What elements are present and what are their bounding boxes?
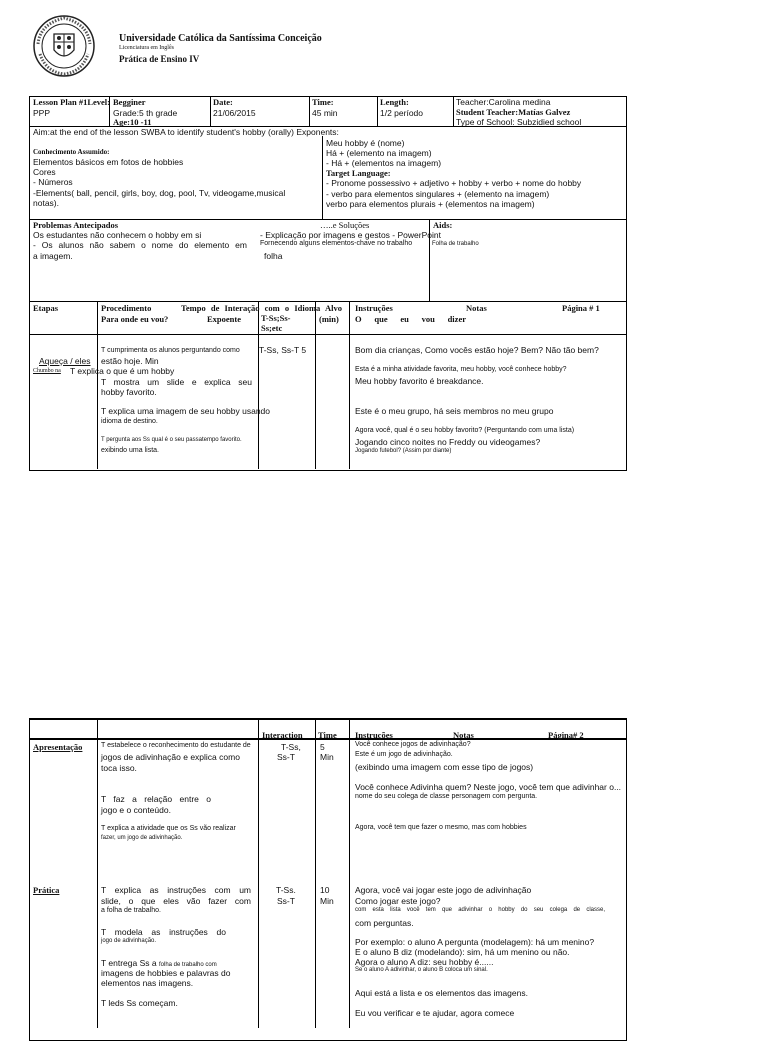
apres-proc-0: T estabelece o reconhecimento do estudante de [101,742,251,749]
proc-4: hobby favorito. [101,387,157,397]
age-value: Age:10 -11 [113,117,152,127]
col-pagina-2: Página# 2 [548,730,584,740]
target-language-label: Target Language: [326,168,391,178]
instr-2: Meu hobby favorito é breakdance. [355,376,484,386]
apres-instr-1: Este é um jogo de adivinhação. [355,751,453,758]
aids-value: Folha de trabalho [432,241,479,247]
prat-instr-0: Agora, você vai jogar este jogo de adivinhação [355,885,532,895]
prat-time-1: Min [320,896,334,906]
apres-proc-5: T explica a atividade que os Ss vão realizar [101,825,236,832]
aids-label: Aids: [433,220,453,230]
target-1: - verbo para elementos singulares + (elemento na imagem) [326,189,550,199]
solucao-2: folha [264,251,283,261]
prat-proc-5: T entrega Ss a folha de trabalho com [101,958,217,968]
university-name: Universidade Católica da Santíssima Conceição [119,33,322,44]
col-pagina: Página # 1 [562,303,600,313]
prat-instr-5: E o aluno B diz (modelando): sim, há um menino ou não. [355,947,570,957]
proc-0: T cumprimenta os alunos perguntando como [101,347,240,354]
prat-instr-8: Aqui está a lista e os elementos das imagens. [355,988,528,998]
conhecimento-4: notas). [33,198,59,208]
conhecimento-1: Cores [33,167,56,177]
prat-instr-2: com esta lista você tem que adivinhar o hobby do seu colega de classe, [355,907,605,913]
col-etapas: Etapas [33,303,59,313]
proc-2: T explica o que é um hobby [70,366,175,376]
target-2: verbo para elementos plurais + (elementos na imagem) [326,199,535,209]
student-teacher-name: Student Teacher:Matías Galvez [456,107,571,117]
apres-time-0: 5 [320,742,325,752]
prat-proc-1: slide, o que eles vão fazer com [101,896,251,906]
prat-proc-2: a folha de trabalho. [101,907,161,914]
col-notas-2: Notas [453,730,474,740]
apres-instr-3: Você conhece Adivinha quem? Neste jogo, você tem que adivinhar o... [355,782,622,792]
etapa-aqueca: Aqueça / eles [39,356,91,366]
etapa-pratica: Prática [33,885,60,895]
prat-time-0: 10 [320,885,330,895]
prat-proc-3: T modela as instruções do [101,927,226,937]
problema-0: Os estudantes não conhecem o hobby em si [33,230,202,240]
apres-inter-1: Ss-T [277,752,295,762]
teacher-name: Teacher:Carolina medina [456,97,551,107]
col-expoente: Expoente [207,314,241,324]
col-min: (min) [319,314,339,324]
col-procedimento: Procedimento [101,303,152,313]
col-instrucoes-2: Instruções [355,730,393,740]
prat-instr-7: Se o aluno A adivinhar, o aluno B coloca um sinal. [355,967,488,973]
apres-time-1: Min [320,752,334,762]
proc-5: T explica uma imagem de seu hobby usando [101,406,270,416]
conhecimento-3: -Elements( ball, pencil, girls, boy, dog, pool, Tv, videogame,musical [33,188,286,198]
col-time-2: Time [318,730,337,740]
instr-6: Jogando futebol? (Assim por diante) [355,448,452,454]
prat-proc-4: jogo de adivinhação. [101,938,157,944]
proc-1: estão hoje. Min [101,356,159,366]
prat-proc-8: elementos nas imagens. [101,978,194,988]
prat-instr-4: Por exemplo: o aluno A pergunta (modelagem): há um menino? [355,937,595,947]
prat-proc-7: imagens de hobbies e palavras do [101,968,231,978]
instr-0: Bom dia crianças, Como vocês estão hoje? Bem? Não tão bem? [355,345,599,355]
col-interaction: T-Ss;Ss-Ss;etc [261,313,291,333]
etapa-apresentacao: Apresentação [33,742,83,752]
subject-name: Prática de Ensino IV [119,54,200,64]
university-seal [30,14,98,78]
school-type: Type of School: Subzidied school [456,117,582,127]
grade-value: Grade:5 th grade [113,108,178,118]
apres-instr-5: Agora, você tem que fazer o mesmo, mas com hobbies [355,824,527,831]
time-value: 45 min [312,108,338,118]
solucao-1: Fornecendo alguns elementos-chave no trabalho [260,240,413,247]
conhecimento-0: Elementos básicos em fotos de hobbies [33,157,184,167]
proc-8: exibindo uma lista. [101,447,159,454]
apres-proc-2: toca isso. [101,763,137,773]
col-para-onde: Para onde eu vou? [101,314,169,324]
prat-proc-9: T leds Ss começam. [101,998,178,1008]
target-0: - Pronome possessivo + adjetivo + hobby + verbo + nome do hobby [326,178,582,188]
apres-instr-2: (exibindo uma imagem com esse tipo de jogos) [355,762,534,772]
lesson-plan-label: Lesson Plan #1Level: [33,97,110,107]
proc-7: T pergunta aos Ss qual é o seu passatempo favorito. [101,437,242,443]
apres-instr-4: nome do seu colega de classe personagem com pergunta. [355,793,538,800]
prat-proc-0: T explica as instruções com um [101,885,251,895]
col-tempo: Tempo de Interação com o Idioma Alvo [181,303,342,313]
apres-instr-0: Você conhece jogos de adivinhação? [355,741,471,748]
level-value: Begginer [113,97,146,107]
apres-proc-6: fazer, um jogo de adivinhação. [101,835,183,841]
apres-proc-1: jogos de adivinhação e explica como [101,752,240,762]
interaction-1: T-Ss, Ss-T 5 [259,345,307,355]
apres-proc-3: T faz a relação entre o [101,794,211,804]
date-label: Date: [213,97,233,107]
time-label: Time: [312,97,334,107]
col-instrucoes: Instruções [355,303,393,313]
problema-1: - Os alunos não sabem o nome do elemento em [33,240,247,250]
instr-1: Esta é a minha atividade favorita, meu hobby, você conhece hobby? [355,366,567,373]
apres-proc-4: jogo e o conteúdo. [101,805,171,815]
proc-6: idioma de destino. [101,418,158,425]
exponent-1: Há + (elemento na imagem) [326,148,432,158]
length-value: 1/2 período [380,108,424,118]
instr-5: Jogando cinco noites no Freddy ou videogames? [355,437,541,447]
length-label: Length: [380,97,409,107]
course-name: Licenciatura em Inglês [119,45,174,51]
proc-3: T mostra um slide e explica seu [101,377,252,387]
prat-instr-3: com perguntas. [355,918,414,928]
prat-instr-1: Como jogar este jogo? [355,896,441,906]
conhecimento-label: Conhecimento Assumido: [33,148,110,156]
prat-inter-0: T-Ss. [276,885,296,895]
solucoes-label: …..e Soluções [320,220,370,230]
ppp-label: PPP [33,108,51,118]
solucao-0: - Explicação por imagens e gestos - PowerPoint [260,230,441,240]
exponent-2: - Há + (elementos na imagem) [326,158,442,168]
aim-text: Aim:at the end of the lesson SWBA to identify student's hobby (orally) Exponents: [33,127,339,137]
date-value: 21/06/2015 [213,108,256,118]
prat-inter-1: Ss-T [277,896,295,906]
problemas-label: Problemas Antecipados [33,220,119,230]
exponent-0: Meu hobby é (nome) [326,138,405,148]
prat-instr-6: Agora o aluno A diz: seu hobby é...... [355,957,494,967]
apres-inter-0: T-Ss, [281,742,301,752]
instr-3: Este é o meu grupo, há seis membros no meu grupo [355,406,554,416]
col-notas: Notas [466,303,487,313]
col-o-que: O que eu vou dizer [355,314,466,324]
instr-4: Agora você, qual é o seu hobby favorito? (Perguntando com uma lista) [355,427,575,434]
prat-instr-9: Eu vou verificar e te ajudar, agora comece [355,1008,515,1018]
col-interaction-2: Interaction [262,730,303,740]
conhecimento-2: - Números [33,177,73,187]
problema-2: a imagem. [33,251,73,261]
etapa-chumbo: Chumbo na [33,368,61,374]
